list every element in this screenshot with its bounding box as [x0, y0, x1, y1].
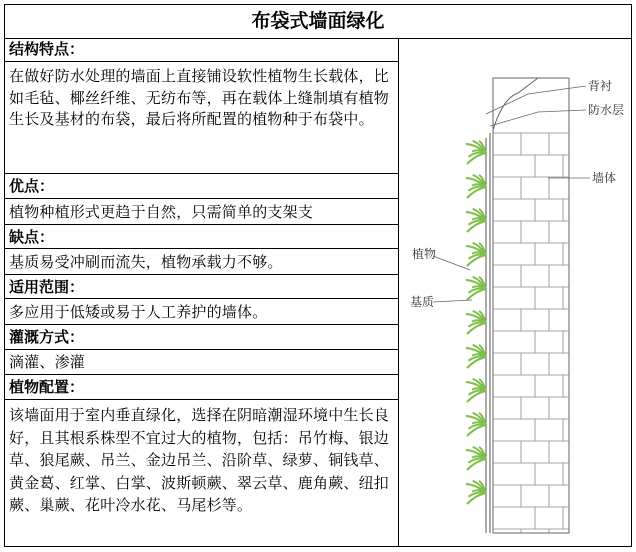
waterproof-label: 防水层	[588, 103, 625, 117]
substrate-leader	[433, 300, 472, 302]
wall-body	[493, 78, 569, 533]
plant-leader	[433, 256, 470, 270]
plant-tuft	[466, 447, 486, 470]
plant-tuft	[466, 209, 486, 232]
plant-tuft	[466, 277, 486, 300]
plant-leaf	[467, 255, 486, 266]
document-table	[4, 4, 632, 547]
plant-leaf	[467, 459, 486, 470]
bag-wall-diagram	[398, 38, 632, 546]
plants-heading: 植物配置：	[5, 375, 398, 400]
scope-text: 多应用于低矮或易于人工养护的墙体。	[5, 299, 398, 325]
disadvantages-heading: 缺点：	[5, 225, 398, 249]
plant-leaf	[467, 221, 486, 232]
plant-label: 植物	[412, 247, 437, 261]
plants-text: 该墙面用于室内垂直绿化，选择在阴暗潮湿环境中生长良好，且其根系株型不宜过大的植物，包括：吊竹梅、银边草、狼尾蕨、吊兰、金边吊兰、沿阶草、绿萝、铜钱草、黄金葛、红掌、白掌、波斯顿蕨、翠云草、鹿角蕨、纽扣蕨、巢蕨、花叶冷水花、马尾杉等。	[9, 406, 390, 514]
plant-leaf	[467, 289, 486, 300]
wall-label: 墙体	[592, 171, 617, 185]
plant-leaf	[467, 357, 486, 368]
page-title: 布袋式墙面绿化	[5, 5, 631, 39]
advantages-text: 植物种植形式更趋于自然，只需简单的支架支	[5, 199, 398, 225]
plant-tuft	[466, 413, 486, 436]
description-column	[5, 38, 399, 546]
backing-label: 背衬	[588, 79, 613, 93]
plant-tuft	[466, 175, 486, 198]
structure-text: 在做好防水处理的墙面上直接铺设软性植物生长载体，比如毛毡、椰丝纤维、无纺布等，再在载体上缝制填有植物生长及基材的布袋，最后将所配置的植物种于布袋中。	[5, 62, 398, 174]
plant-leaf	[467, 391, 486, 402]
plant-leaf	[467, 323, 486, 334]
irrigation-text: 滴灌、渗灌	[5, 350, 398, 375]
plant-leaf	[467, 187, 486, 198]
plant-leaf	[467, 493, 486, 504]
diagram-column	[398, 38, 631, 546]
structure-heading: 结构特点：	[5, 38, 398, 62]
substrate-label: 基质	[410, 295, 435, 309]
scope-heading: 适用范围：	[5, 275, 398, 299]
plant-tuft	[466, 311, 486, 334]
plant-leaf	[467, 425, 486, 436]
plant-tuft	[466, 141, 486, 164]
irrigation-heading: 灌溉方式：	[5, 325, 398, 350]
plant-leaf	[467, 153, 486, 164]
plant-tuft	[466, 345, 486, 368]
plant-tuft	[466, 379, 486, 402]
plant-tuft	[466, 481, 486, 504]
disadvantages-text: 基质易受冲刷而流失，植物承载力不够。	[5, 249, 398, 275]
plant-tuft	[466, 243, 486, 266]
advantages-heading: 优点：	[5, 174, 398, 199]
plant-layer	[466, 141, 486, 504]
